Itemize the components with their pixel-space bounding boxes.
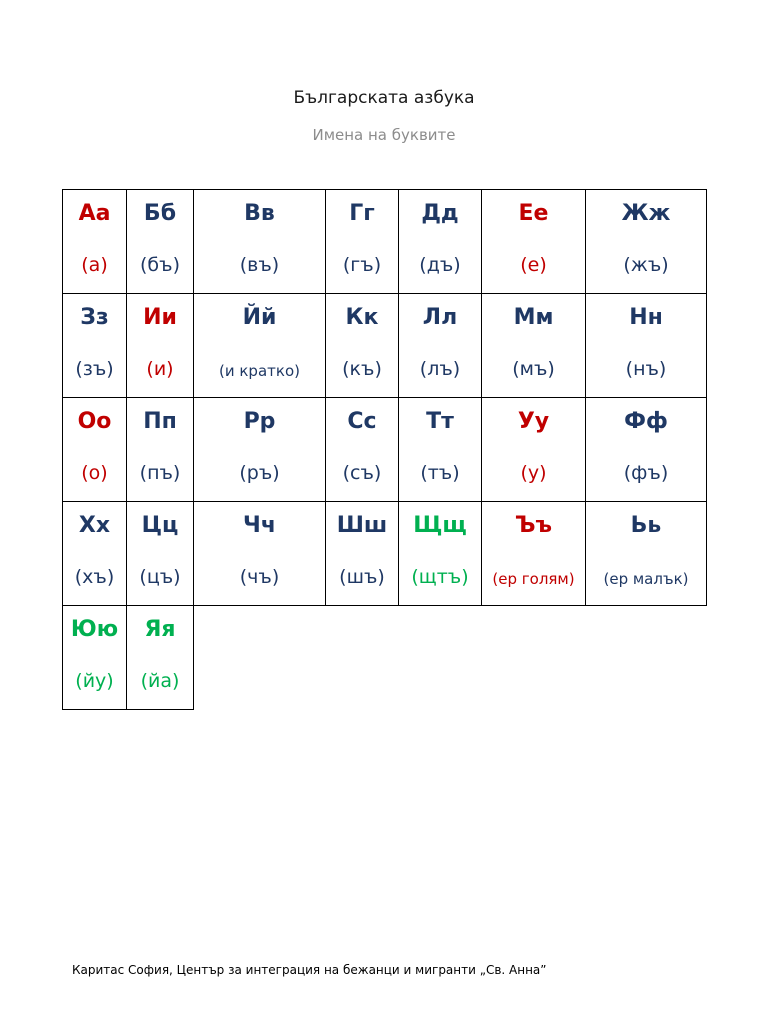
letter-name: (у) [520, 462, 547, 484]
letter-cell [127, 502, 194, 606]
letter-glyph: Щщ [413, 513, 467, 538]
letter-glyph: Йй [242, 305, 277, 330]
footer-credit: Каритас София, Център за интеграция на бежанци и мигранти „Св. Анна” [72, 963, 547, 977]
letter-glyph: Аа [78, 201, 111, 226]
letter-name: (о) [81, 462, 108, 484]
letter-cell [63, 502, 127, 606]
letter-cell [482, 398, 586, 502]
letter-cell [63, 606, 127, 710]
letter-glyph: Вв [244, 201, 275, 226]
letter-cell [482, 502, 586, 606]
letter-name: (фъ) [623, 462, 669, 484]
page-title: Българската азбука [293, 88, 475, 108]
letter-name: (съ) [342, 462, 382, 484]
letter-glyph: Сс [347, 409, 377, 434]
letter-glyph: Фф [624, 409, 668, 434]
letter-name: (щтъ) [411, 566, 469, 588]
letter-name: (мъ) [512, 358, 555, 380]
letter-cell [586, 190, 707, 294]
letter-name: (а) [81, 254, 108, 276]
letter-cell [399, 502, 482, 606]
letter-glyph: Цц [141, 513, 179, 538]
table-row [63, 606, 707, 710]
letter-cell [399, 398, 482, 502]
letter-glyph: Оо [77, 409, 112, 434]
letter-glyph: Лл [422, 305, 458, 330]
letter-glyph: Ее [518, 201, 549, 226]
letter-cell [127, 190, 194, 294]
letter-name: (ръ) [239, 462, 280, 484]
alphabet-table [62, 189, 707, 710]
letter-cell [399, 190, 482, 294]
letter-cell [586, 502, 707, 606]
table-row [63, 502, 707, 606]
letter-cell [586, 294, 707, 398]
letter-name: (цъ) [139, 566, 181, 588]
letter-cell [482, 294, 586, 398]
empty-cell [399, 606, 482, 710]
letter-glyph: Тт [426, 409, 454, 434]
letter-name: (шъ) [339, 566, 385, 588]
letter-cell [127, 606, 194, 710]
letter-cell [326, 398, 399, 502]
table-row [63, 294, 707, 398]
table-row [63, 190, 707, 294]
letter-glyph: Чч [243, 513, 276, 538]
letter-glyph: Уу [517, 409, 550, 434]
page-subtitle: Имена на буквите [312, 126, 456, 144]
letter-cell [399, 294, 482, 398]
letter-name: (ер голям) [492, 570, 575, 588]
letter-glyph: Рр [243, 409, 276, 434]
letter-name: (лъ) [419, 358, 461, 380]
letter-cell [194, 294, 326, 398]
letter-glyph: Жж [621, 201, 671, 226]
letter-name: (йа) [140, 670, 180, 692]
empty-cell [326, 606, 399, 710]
letter-cell [194, 398, 326, 502]
letter-name: (пъ) [139, 462, 181, 484]
letter-glyph: Мм [513, 305, 554, 330]
letter-name: (ер малък) [603, 570, 689, 588]
empty-cell [194, 606, 326, 710]
letter-glyph: Гг [349, 201, 375, 226]
letter-name: (гъ) [342, 254, 382, 276]
letter-glyph: Шш [336, 513, 388, 538]
table-row [63, 398, 707, 502]
letter-name: (въ) [239, 254, 280, 276]
letter-name: (бъ) [140, 254, 180, 276]
letter-glyph: Дд [421, 201, 459, 226]
letter-cell [326, 294, 399, 398]
letter-cell [63, 398, 127, 502]
letter-name: (йу) [75, 670, 114, 692]
letter-glyph: Юю [70, 617, 119, 642]
empty-cell [586, 606, 707, 710]
letter-glyph: Яя [144, 617, 176, 642]
letter-name: (зъ) [75, 358, 114, 380]
letter-glyph: Ьь [630, 513, 662, 538]
letter-glyph: Нн [629, 305, 663, 330]
letter-glyph: Зз [80, 305, 109, 330]
letter-name: (жъ) [623, 254, 669, 276]
letter-cell [127, 294, 194, 398]
letter-cell [586, 398, 707, 502]
letter-glyph: Пп [143, 409, 177, 434]
letter-name: (е) [520, 254, 547, 276]
letter-name: (и кратко) [219, 362, 300, 380]
letter-name: (къ) [342, 358, 382, 380]
letter-cell [63, 294, 127, 398]
letter-name: (нъ) [625, 358, 667, 380]
letter-glyph: Ъъ [514, 513, 553, 538]
letter-cell [127, 398, 194, 502]
letter-name: (чъ) [239, 566, 280, 588]
letter-name: (тъ) [420, 462, 460, 484]
letter-cell [194, 190, 326, 294]
letter-cell [326, 502, 399, 606]
letter-cell [482, 190, 586, 294]
letter-glyph: Хх [78, 513, 111, 538]
letter-glyph: Ии [143, 305, 177, 330]
letter-name: (и) [146, 358, 174, 380]
letter-name: (дъ) [419, 254, 461, 276]
letter-cell [326, 190, 399, 294]
letter-cell [63, 190, 127, 294]
empty-cell [482, 606, 586, 710]
letter-glyph: Бб [143, 201, 177, 226]
letter-cell [194, 502, 326, 606]
letter-name: (хъ) [74, 566, 115, 588]
letter-glyph: Кк [345, 305, 379, 330]
